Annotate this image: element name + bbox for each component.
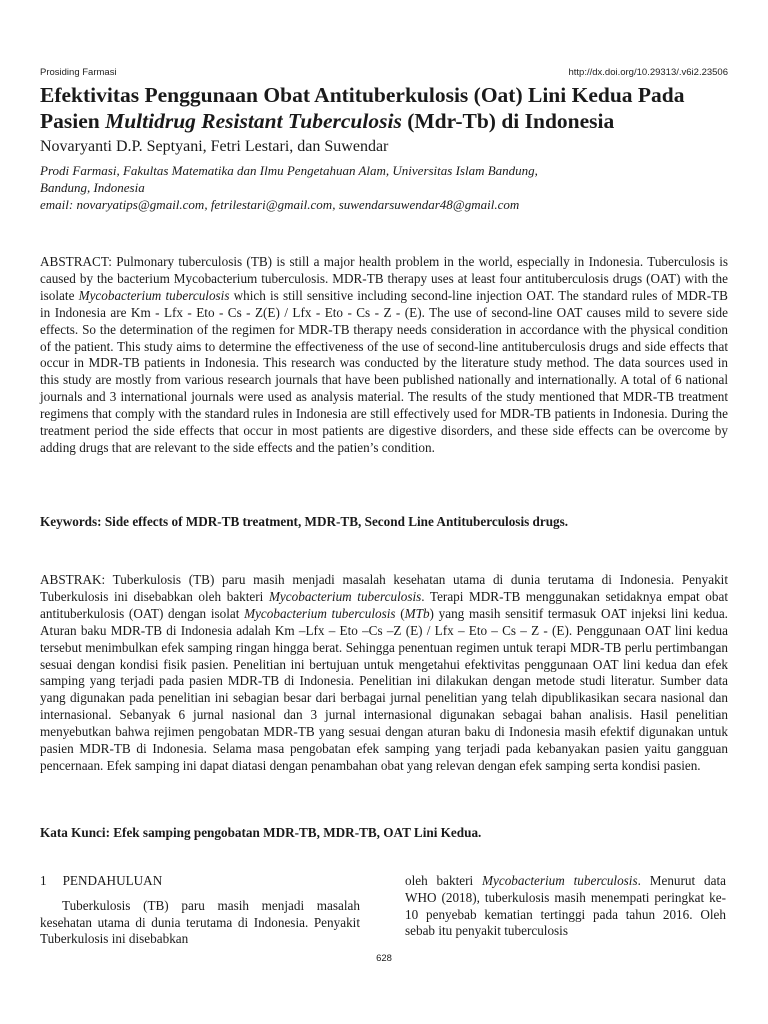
keywords-english: Keywords: Side effects of MDR-TB treatment, MDR-TB, Second Line Antituberculosis drugs. bbox=[40, 514, 569, 529]
abstract-indonesian bbox=[40, 572, 728, 775]
intro-right-p2: . Menurut data WHO (2018), tuberkulosis masih menempati peringkat ke-10 penyebab kematian tertinggi pada tahun 2016. Oleh sebab itu penyakit tuberculosis bbox=[405, 873, 726, 939]
affiliation-line2: Bandung, Indonesia bbox=[40, 180, 145, 195]
abstract-id-italic3: MTb bbox=[404, 605, 430, 621]
title-part1: Efektivitas Penggunaan Obat Antituberkulosis (Oat) Lini Kedua Pada Pasien bbox=[40, 83, 685, 133]
section-number: 1 bbox=[40, 873, 47, 888]
abstract-id-p1: ABSTRAK: Tuberkulosis (TB) paru masih menjadi masalah kesehatan utama di dunia terutama di Indonesia. Penyakit Tuberkulosis ini disebabkan oleh bakteri bbox=[40, 572, 728, 604]
abstract-en-italic: Mycobacterium tuberculosis bbox=[78, 287, 230, 303]
abstract-english bbox=[40, 254, 728, 457]
intro-paragraph-left: Tuberkulosis (TB) paru masih menjadi masalah kesehatan utama di dunia terutama di Indonesia. Penyakit Tuberkulosis ini disebabkan bbox=[40, 897, 360, 947]
keywords-indonesian: Kata Kunci: Efek samping pengobatan MDR-TB, MDR-TB, OAT Lini Kedua. bbox=[40, 825, 482, 840]
page-number: 628 bbox=[376, 953, 392, 964]
author-emails[interactable]: email: novaryatips@gmail.com, fetrilestari@gmail.com, suwendarsuwendar48@gmail.com bbox=[40, 197, 520, 212]
abstract-id-italic2: Mycobacterium tuberculosis bbox=[244, 605, 396, 621]
section-title: PENDAHULUAN bbox=[62, 873, 163, 888]
title-part2: (Mdr-Tb) di Indonesia bbox=[401, 109, 615, 133]
abstract-id-italic1: Mycobacterium tuberculosis bbox=[268, 588, 422, 604]
abstract-id-p3: ( bbox=[395, 605, 405, 621]
abstract-en-p1: ABSTRACT: Pulmonary tuberculosis (TB) is still a major health problem in the world, especially in Indonesia. Tuberculosis is caused by the bacterium Mycobacterium tuberculosis. MDR-TB therapy uses at least four antituberculosis drugs (OAT) with the isolate bbox=[40, 254, 728, 303]
column-right bbox=[405, 873, 726, 940]
affiliation-line1: Prodi Farmasi, Fakultas Matematika dan Ilmu Pengetahuan Alam, Universitas Islam Bandung, bbox=[40, 163, 538, 178]
affiliation bbox=[40, 162, 728, 213]
abstract-en-p2: which is still sensitive including second-line injection OAT. The standard rules of MDR-TB in Indonesia are Km - Lfx - Eto - Cs - Z(E) / Lfx - Eto - Cs - Z - (E). The use of second-line OAT causes mild to severe side effects. So the determination of the regimen for MDR-TB therapy needs consideration in accordance with the physical condition of the patient. This study aims to determine the effectiveness of the use of second-line antituberculosis drugs and side effects that occur in MDR-TB patients in Indonesia. This research was conducted by the literature study method. The data sources used in this study are mostly from various research journals that have been published nationally and internationally. A total of 6 national journals and 3 international journals were used as analysis material. The results of the study mentioned that MDR-TB treatment regimens that comply with the standard rules in Indonesia are still effectively used for MDR-TB patients in Indonesia. During the treatment period the side effects that occur in most patients are digestive disorders, and these side effects can be overcome by adding drugs that are relevant to the side effects and the patien’s condition. bbox=[40, 287, 728, 455]
abstract-id-p2: . Terapi MDR-TB menggunakan setidaknya empat obat antituberkulosis (OAT) dengan isolat bbox=[40, 588, 728, 621]
column-left bbox=[40, 873, 360, 948]
abstract-id-p4: ) yang masih sensitif termasuk OAT injeksi lini kedua. Aturan baku MDR-TB di Indonesia adalah Km –Lfx – Eto –Cs –Z (E) / Lfx – Eto – Cs – Z - (E). Penggunaan OAT lini kedua tersebut menimbulkan efek samping ringan hingga berat. Sehingga penentuan regimen untuk terapi MDR-TB perlu pertimbangan sesuai dengan kondisi fisik pasien. Penelitian ini bertujuan untuk mengetahui efektivitas penggunaan OAT lini kedua dan efek samping yang terjadi pada pasien MDR-TB di Indonesia. Penelitian ini dilakukan dengan metode studi literatur. Sumber data yang digunakan pada penelitian ini sebagian besar dari berbagai jurnal penelitian yang telah dipublikasikan secara nasional dan internasional. Sebanyak 6 jurnal nasional dan 3 jurnal internasional digunakan sebagai bahan analisis. Hasil penelitian menyebutkan bahwa rejimen pengobatan MDR-TB yang sesuai dengan aturan baku di Indonesia masih efektif digunakan untuk pasien MDR-TB di Indonesia. Selama masa pengobatan efek samping yang terjadi pada kebanyakan pasien yaitu gangguan pencernaan. Efek samping ini dapat diatasi dengan penambahan obat yang relevan dengan efek samping serta kondisi pasien. bbox=[40, 605, 728, 773]
running-head bbox=[40, 67, 728, 78]
section-heading bbox=[40, 873, 360, 890]
authors: Novaryanti D.P. Septyani, Fetri Lestari, dan Suwendar bbox=[40, 138, 389, 155]
paper-title bbox=[40, 82, 738, 134]
intro-right-italic: Mycobacterium tuberculosis bbox=[482, 873, 638, 888]
intro-right-p1: oleh bakteri bbox=[405, 873, 483, 888]
title-italic: Multidrug Resistant Tuberculosis bbox=[105, 109, 402, 133]
doi-link[interactable]: http://dx.doi.org/10.29313/.v6i2.23506 bbox=[568, 67, 728, 78]
journal-name: Prosiding Farmasi bbox=[40, 67, 117, 78]
